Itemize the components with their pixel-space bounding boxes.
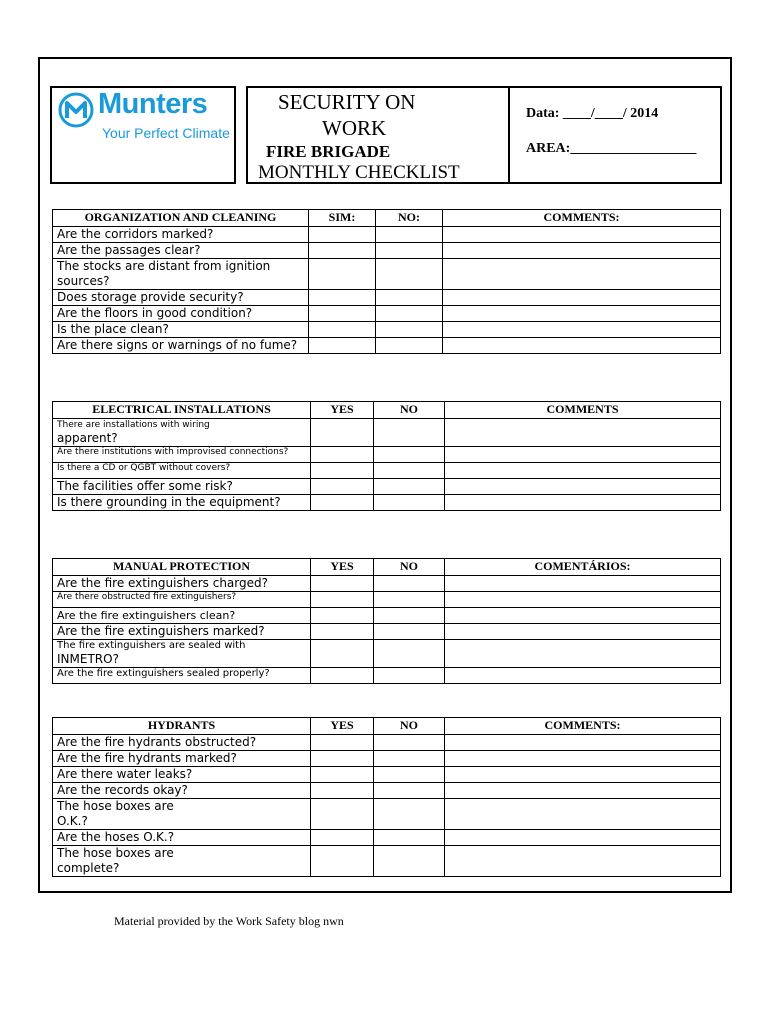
no-cell[interactable] xyxy=(374,495,445,511)
comment-cell[interactable] xyxy=(445,495,721,511)
col-yes: YES xyxy=(311,718,374,735)
title-box xyxy=(246,86,722,184)
yes-cell[interactable] xyxy=(311,576,374,592)
logo-tagline: Your Perfect Climate xyxy=(102,125,230,141)
yes-cell[interactable] xyxy=(311,846,374,877)
title-divider xyxy=(508,88,510,182)
row-question: Are there obstructed fire extinguishers? xyxy=(53,592,311,608)
yes-cell[interactable] xyxy=(311,767,374,783)
title-line-2: WORK xyxy=(322,116,387,140)
table-row xyxy=(53,419,721,447)
logo-box xyxy=(50,86,236,184)
col-comments: COMMENTS: xyxy=(445,718,721,735)
yes-cell[interactable] xyxy=(309,243,376,259)
no-cell[interactable] xyxy=(376,322,443,338)
table-row xyxy=(53,576,721,592)
row-question: Are the fire extinguishers clean? xyxy=(53,608,311,624)
comment-cell[interactable] xyxy=(443,243,721,259)
yes-cell[interactable] xyxy=(309,290,376,306)
comment-cell[interactable] xyxy=(443,290,721,306)
yes-cell[interactable] xyxy=(309,306,376,322)
col-comments: COMMENTS: xyxy=(443,210,721,227)
comment-cell[interactable] xyxy=(445,608,721,624)
row-question: Is the place clean? xyxy=(53,322,309,338)
table-header xyxy=(53,718,721,735)
yes-cell[interactable] xyxy=(311,624,374,640)
yes-cell[interactable] xyxy=(311,447,374,463)
comment-cell[interactable] xyxy=(445,783,721,799)
no-cell[interactable] xyxy=(374,846,445,877)
section-title: HYDRANTS xyxy=(53,718,311,735)
table-row xyxy=(53,322,721,338)
table-row xyxy=(53,799,721,830)
yes-cell[interactable] xyxy=(311,419,374,447)
no-cell[interactable] xyxy=(376,290,443,306)
table-header xyxy=(53,402,721,419)
logo-wordmark: Munters xyxy=(98,88,208,120)
yes-cell[interactable] xyxy=(311,495,374,511)
table-row xyxy=(53,243,721,259)
row-question: Are there institutions with improvised connections? xyxy=(53,447,311,463)
row-question: Are the fire extinguishers charged? xyxy=(53,576,311,592)
table-row xyxy=(53,735,721,751)
comment-cell[interactable] xyxy=(445,767,721,783)
yes-cell[interactable] xyxy=(311,608,374,624)
row-question xyxy=(53,640,311,668)
row-question: Are the records okay? xyxy=(53,783,311,799)
section-title: MANUAL PROTECTION xyxy=(53,559,311,576)
col-no: NO xyxy=(374,559,445,576)
comment-cell[interactable] xyxy=(443,306,721,322)
area-field[interactable]: AREA:__________________ xyxy=(526,141,697,156)
no-cell[interactable] xyxy=(374,830,445,846)
comment-cell[interactable] xyxy=(445,640,721,668)
no-cell[interactable] xyxy=(374,640,445,668)
no-cell[interactable] xyxy=(376,259,443,290)
no-cell[interactable] xyxy=(376,243,443,259)
table-row xyxy=(53,846,721,877)
table-row xyxy=(53,463,721,479)
section-title: ORGANIZATION AND CLEANING xyxy=(53,210,309,227)
yes-cell[interactable] xyxy=(309,338,376,354)
comment-cell[interactable] xyxy=(445,624,721,640)
comment-cell[interactable] xyxy=(445,735,721,751)
table-row xyxy=(53,668,721,684)
no-cell[interactable] xyxy=(376,338,443,354)
no-cell[interactable] xyxy=(374,735,445,751)
row-question: Does storage provide security? xyxy=(53,290,309,306)
date-field[interactable]: Data: ____/____/ 2014 xyxy=(526,106,659,121)
row-question: Is there grounding in the equipment? xyxy=(53,495,311,511)
comment-cell[interactable] xyxy=(443,227,721,243)
comment-cell[interactable] xyxy=(445,668,721,684)
no-cell[interactable] xyxy=(374,447,445,463)
table-header xyxy=(53,210,721,227)
no-cell[interactable] xyxy=(374,576,445,592)
row-question: Are there signs or warnings of no fume? xyxy=(53,338,309,354)
col-comments: COMENTÁRIOS: xyxy=(445,559,721,576)
col-no: NO xyxy=(374,402,445,419)
comment-cell[interactable] xyxy=(445,799,721,830)
comment-cell[interactable] xyxy=(443,322,721,338)
yes-cell[interactable] xyxy=(311,799,374,830)
row-question: The hose boxes are complete? xyxy=(53,846,311,877)
row-question-line-1: There are installations with wiring xyxy=(57,420,210,430)
row-question-line-2: apparent? xyxy=(57,431,118,445)
row-question: The hose boxes are O.K.? xyxy=(53,799,311,830)
col-comments: COMMENTS xyxy=(445,402,721,419)
comment-cell[interactable] xyxy=(445,447,721,463)
table-row xyxy=(53,306,721,322)
table-row xyxy=(53,227,721,243)
col-no: NO xyxy=(374,718,445,735)
row-question: Are the fire hydrants marked? xyxy=(53,751,311,767)
col-no: NO: xyxy=(376,210,443,227)
table-row xyxy=(53,447,721,463)
row-question: Are the fire hydrants obstructed? xyxy=(53,735,311,751)
table-row xyxy=(53,338,721,354)
footer-credit: Material provided by the Work Safety blog nwn xyxy=(114,914,344,928)
electrical-installations-table xyxy=(52,401,721,511)
comment-cell[interactable] xyxy=(445,751,721,767)
table-row xyxy=(53,259,721,290)
yes-cell[interactable] xyxy=(311,735,374,751)
yes-cell[interactable] xyxy=(311,830,374,846)
table-row xyxy=(53,830,721,846)
no-cell[interactable] xyxy=(374,767,445,783)
comment-cell[interactable] xyxy=(445,846,721,877)
yes-cell[interactable] xyxy=(311,668,374,684)
col-yes: YES xyxy=(311,559,374,576)
row-question: Are the passages clear? xyxy=(53,243,309,259)
table-row xyxy=(53,751,721,767)
table-row xyxy=(53,783,721,799)
yes-cell[interactable] xyxy=(311,783,374,799)
section-title: ELECTRICAL INSTALLATIONS xyxy=(53,402,311,419)
comment-cell[interactable] xyxy=(443,338,721,354)
table-header xyxy=(53,559,721,576)
table-row xyxy=(53,624,721,640)
no-cell[interactable] xyxy=(374,751,445,767)
hydrants-table xyxy=(52,717,721,877)
no-cell[interactable] xyxy=(376,306,443,322)
row-question: Are the fire extinguishers marked? xyxy=(53,624,311,640)
row-question: Are the floors in good condition? xyxy=(53,306,309,322)
yes-cell[interactable] xyxy=(311,640,374,668)
yes-cell[interactable] xyxy=(309,259,376,290)
yes-cell[interactable] xyxy=(311,463,374,479)
row-question: Is there a CD or QGBT without covers? xyxy=(53,463,311,479)
comment-cell[interactable] xyxy=(445,479,721,495)
no-cell[interactable] xyxy=(374,608,445,624)
yes-cell[interactable] xyxy=(311,751,374,767)
comment-cell[interactable] xyxy=(445,419,721,447)
comment-cell[interactable] xyxy=(445,830,721,846)
no-cell[interactable] xyxy=(374,479,445,495)
no-cell[interactable] xyxy=(374,624,445,640)
manual-protection-table xyxy=(52,558,721,684)
row-question-line-2: INMETRO? xyxy=(57,652,119,666)
no-cell[interactable] xyxy=(374,668,445,684)
yes-cell[interactable] xyxy=(311,592,374,608)
yes-cell[interactable] xyxy=(309,227,376,243)
row-question: Are the corridors marked? xyxy=(53,227,309,243)
table-row xyxy=(53,767,721,783)
comment-cell[interactable] xyxy=(443,259,721,290)
no-cell[interactable] xyxy=(374,592,445,608)
row-question-line-1: The fire extinguishers are sealed with xyxy=(57,640,246,651)
table-row xyxy=(53,479,721,495)
row-question: The stocks are distant from ignition sources? xyxy=(53,259,309,290)
no-cell[interactable] xyxy=(374,419,445,447)
col-yes: SIM: xyxy=(309,210,376,227)
title-line-1: SECURITY ON xyxy=(278,90,416,114)
row-question: Are the hoses O.K.? xyxy=(53,830,311,846)
table-row xyxy=(53,592,721,608)
row-question: Are the fire extinguishers sealed properly? xyxy=(53,668,311,684)
yes-cell[interactable] xyxy=(311,479,374,495)
col-yes: YES xyxy=(311,402,374,419)
row-question: The facilities offer some risk? xyxy=(53,479,311,495)
row-question: Are there water leaks? xyxy=(53,767,311,783)
comment-cell[interactable] xyxy=(445,463,721,479)
yes-cell[interactable] xyxy=(309,322,376,338)
no-cell[interactable] xyxy=(376,227,443,243)
table-row xyxy=(53,640,721,668)
comment-cell[interactable] xyxy=(445,592,721,608)
organization-cleaning-table xyxy=(52,209,721,354)
comment-cell[interactable] xyxy=(445,576,721,592)
table-row xyxy=(53,495,721,511)
table-row xyxy=(53,608,721,624)
row-question xyxy=(53,419,311,447)
table-row xyxy=(53,290,721,306)
no-cell[interactable] xyxy=(374,463,445,479)
munters-logo-icon xyxy=(58,92,94,128)
no-cell[interactable] xyxy=(374,783,445,799)
title-line-4: MONTHLY CHECKLIST xyxy=(258,162,460,183)
title-line-3: FIRE BRIGADE xyxy=(266,142,391,161)
no-cell[interactable] xyxy=(374,799,445,830)
